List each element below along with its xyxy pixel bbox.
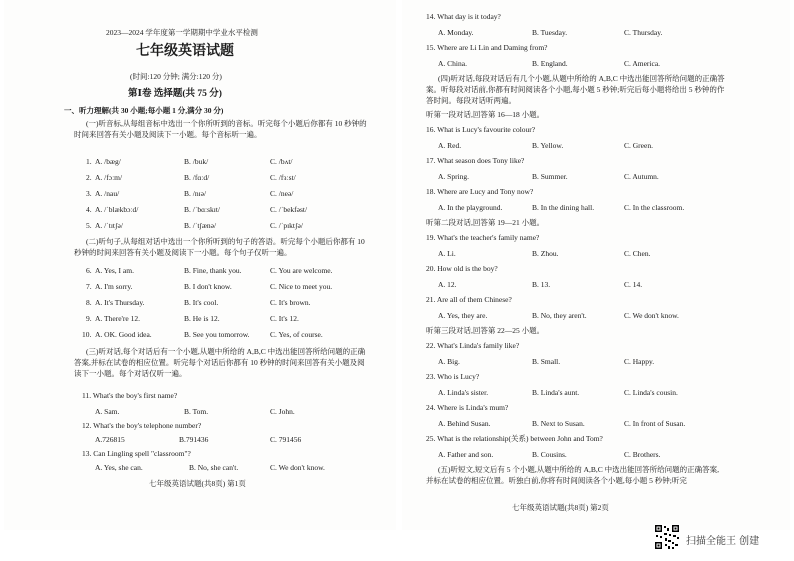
q19-question: 19. What's the teacher's family name? [426,233,540,242]
q22-option-a[interactable]: A. Big. [438,357,460,366]
q10-option-c[interactable]: C. Yes, of course. [270,330,323,339]
q18-option-b[interactable]: B. In the dining hall. [532,203,595,212]
q15-option-c[interactable]: C. America. [624,59,661,68]
q14-option-b[interactable]: B. Tuesday. [532,28,568,37]
q18-option-a[interactable]: A. In the playground. [438,203,503,212]
q3-option-a[interactable]: A. /nau/ [95,189,120,198]
q8-option-b[interactable]: B. It's cool. [184,298,219,307]
q10-option-b[interactable]: B. See you tomorrow. [184,330,250,339]
q22-option-c[interactable]: C. Happy. [624,357,655,366]
q10-option-a[interactable]: A. OK. Good idea. [95,330,152,339]
left-page [4,0,396,530]
q3-number: 3. [86,189,92,198]
time-info: (时间:120 分钟; 满分:120 分) [130,72,222,81]
q11-question: 11. What's the boy's first name? [82,391,178,400]
q23-option-c[interactable]: C. Linda's cousin. [624,388,678,397]
q9-number: 9. [86,314,92,323]
q1-option-a[interactable]: A. /bæg/ [95,157,121,166]
instruction-part3: (三)听对话,每个对话后有一个小题,从题中所给的 A,B,C 中选出能回答所给问题的正确答案,并标在试卷的相应位置。听完每个对话后你都有 10 秒钟的时间来回答有关小题及阅读下一小题。每个对话仅听一遍。 [74,347,366,378]
q20-option-a[interactable]: A. 12. [438,280,457,289]
q8-number: 8. [86,298,92,307]
q18-option-c[interactable]: C. In the classroom. [624,203,685,212]
q20-question: 20. How old is the boy? [426,264,498,273]
q5-option-b[interactable]: B. /ˈtʃænə/ [184,221,217,230]
q13-option-c[interactable]: C. We don't know. [270,463,325,472]
q10-number: 10. [82,330,92,339]
q7-option-c[interactable]: C. Nice to meet you. [270,282,333,291]
q1-option-b[interactable]: B. /buk/ [184,157,209,166]
q20-option-b[interactable]: B. 13. [532,280,551,289]
q24-option-c[interactable]: C. In front of Susan. [624,419,686,428]
q16-option-c[interactable]: C. Green. [624,141,653,150]
q4-option-b[interactable]: B. /ˈbɑːskɪt/ [184,205,221,214]
q12-option-b[interactable]: B.791436 [179,435,209,444]
page-footer-2: 七年级英语试题(共8页) 第2页 [512,503,609,512]
q5-number: 5. [86,221,92,230]
q25-question: 25. What is the relationship(关系) between John and Tom? [426,434,603,443]
q15-option-a[interactable]: A. China. [438,59,467,68]
q25-option-b[interactable]: B. Cousins. [532,450,567,459]
instruction-part5: (五)听短文,短文后有 5 个小题,从题中所给的 A,B,C 中选出能回答所给问题的正确答案,并标在试卷的相应位置。听独白前,你将有时间阅读各个小题,每小题 5 秒钟;听完 [426,465,720,485]
q7-option-b[interactable]: B. I don't know. [184,282,232,291]
q13-question: 13. Can Lingling spell "classroom"? [82,449,191,458]
q13-option-b[interactable]: B. No, she can't. [189,463,239,472]
q16-option-a[interactable]: A. Red. [438,141,462,150]
q14-question: 14. What day is it today? [426,12,501,21]
q16-option-b[interactable]: B. Yellow. [532,141,564,150]
q11-option-b[interactable]: B. Tom. [184,407,209,416]
q25-option-a[interactable]: A. Father and son. [438,450,494,459]
q23-question: 23. Who is Lucy? [426,372,480,381]
exam-header: 2023—2024 学年度第一学期期中学业水平检测 [106,28,258,37]
scanner-watermark-text: 扫描全能王 创建 [686,536,760,547]
q2-option-b[interactable]: B. /fɑːd/ [184,173,210,182]
q2-number: 2. [86,173,92,182]
q4-option-c[interactable]: C. /ˈbekfəst/ [270,205,308,214]
segment-3-note: 听第三段对话,回答第 22—25 小题。 [426,326,545,335]
page-footer-1: 七年级英语试题(共8页) 第1页 [149,479,246,488]
q24-option-a[interactable]: A. Behind Susan. [438,419,491,428]
q6-number: 6. [86,266,92,275]
q14-option-c[interactable]: C. Thursday. [624,28,663,37]
q12-option-a[interactable]: A.726815 [95,435,125,444]
q12-question: 12. What's the boy's telephone number? [82,421,202,430]
q23-option-a[interactable]: A. Linda's sister. [438,388,489,397]
q2-option-a[interactable]: A. /fɔːm/ [95,173,123,182]
instruction-part1: (一)听音标,从每组音标中选出一个你所听到的音标。听完每个小题后你都有 10 秒钟的时间来回答有关小题及阅读下一小题。每个音标听一遍。 [74,119,367,139]
q6-option-b[interactable]: B. Fine, thank you. [184,266,242,275]
q20-option-c[interactable]: C. 14. [624,280,643,289]
instruction-part2: (二)听句子,从每组对话中选出一个你所听到的句子的答语。听完每个小题后你都有 10 秒钟的时间来回答有关小题及阅读下一小题。每个句子仅听一遍。 [74,237,365,257]
scanner-watermark [652,524,794,554]
q15-option-b[interactable]: B. England. [532,59,568,68]
segment-2-note: 听第二段对话,回答第 19—21 小题。 [426,218,545,227]
right-page [402,0,790,530]
q1-option-c[interactable]: C. /bʌt/ [270,157,293,166]
q9-option-b[interactable]: B. He is 12. [184,314,220,323]
q22-question: 22. What's Linda's family like? [426,341,520,350]
q9-option-a[interactable]: A. There're 12. [95,314,140,323]
instruction-part4: (四)听对话,每段对话后有几个小题,从题中所给的 A,B,C 中选出能回答所给问题的正确答案。听每段对话前,你都有时间阅读各个小题,每小题 5 秒钟;听完后每小题将给出 5 秒钟的作答时间。每段对话听两遍。 [426,74,725,105]
q14-option-a[interactable]: A. Monday. [438,28,474,37]
part-title: 第Ⅰ卷 选择题(共 75 分) [128,89,222,99]
q19-option-b[interactable]: B. Zhou. [532,249,559,258]
section-listening-heading: 一、听力理解(共 30 小题;每小题 1 分,满分 30 分) [64,106,224,115]
q6-option-c[interactable]: C. You are welcome. [270,266,333,275]
q3-option-c[interactable]: C. /neə/ [270,189,294,198]
segment-1-note: 听第一段对话,回答第 16—18 小题。 [426,110,545,119]
q21-question: 21. Are all of them Chinese? [426,295,512,304]
q22-option-b[interactable]: B. Small. [532,357,561,366]
q25-option-c[interactable]: C. Brothers. [624,450,661,459]
q15-question: 15. Where are Li Lin and Daming from? [426,43,548,52]
q21-option-c[interactable]: C. We don't know. [624,311,679,320]
q4-number: 4. [86,205,92,214]
q21-option-b[interactable]: B. No, they aren't. [532,311,587,320]
q8-option-c[interactable]: C. It's brown. [270,298,311,307]
q13-option-a[interactable]: A. Yes, she can. [95,463,143,472]
q5-option-a[interactable]: A. /ˈtɪtʃə/ [95,221,123,230]
q18-question: 18. Where are Lucy and Tony now? [426,187,534,196]
q24-option-b[interactable]: B. Next to Susan. [532,419,585,428]
q12-option-c[interactable]: C. 791456 [270,435,302,444]
q7-option-a[interactable]: A. I'm sorry. [95,282,133,291]
q19-option-c[interactable]: C. Chen. [624,249,651,258]
q23-option-b[interactable]: B. Linda's aunt. [532,388,580,397]
q5-option-c[interactable]: C. /ˈpɪktʃə/ [270,221,303,230]
q17-option-a[interactable]: A. Spring. [438,172,470,181]
q8-option-a[interactable]: A. It's Thursday. [95,298,145,307]
q6-option-a[interactable]: A. Yes, I am. [95,266,134,275]
q21-option-a[interactable]: A. Yes, they are. [438,311,488,320]
qr-code-icon [654,524,680,550]
q3-option-b[interactable]: B. /nɪə/ [184,189,207,198]
q17-option-b[interactable]: B. Summer. [532,172,568,181]
q24-question: 24. Where is Linda's mum? [426,403,509,412]
exam-title: 七年级英语试题 [136,44,234,59]
q17-question: 17. What season does Tony like? [426,156,525,165]
q11-option-a[interactable]: A. Sam. [95,407,120,416]
q7-number: 7. [86,282,92,291]
q16-question: 16. What is Lucy's favourite colour? [426,125,536,134]
q4-option-a[interactable]: A. /ˈblækbɔːd/ [95,205,139,214]
q1-number: 1. [86,157,92,166]
q2-option-c[interactable]: C. /fɜːst/ [270,173,296,182]
q19-option-a[interactable]: A. Li. [438,249,456,258]
q9-option-c[interactable]: C. It's 12. [270,314,299,323]
q17-option-c[interactable]: C. Autumn. [624,172,659,181]
q11-option-c[interactable]: C. John. [270,407,295,416]
